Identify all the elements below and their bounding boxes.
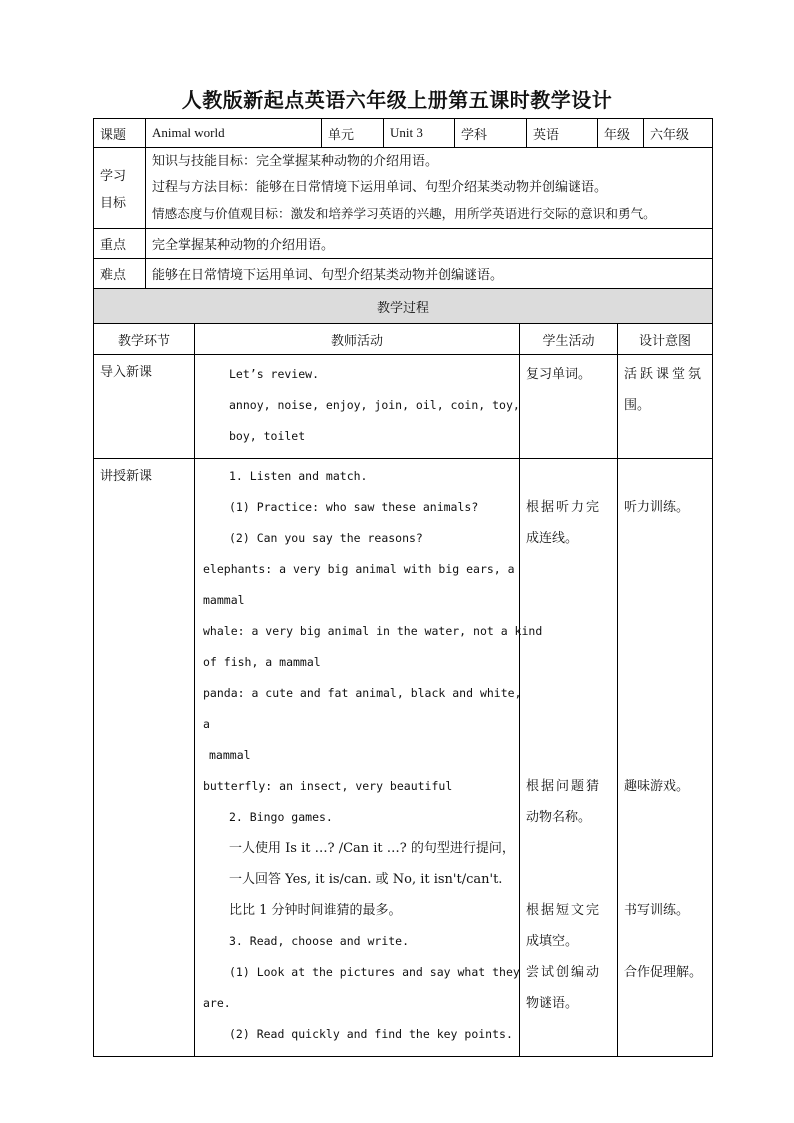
student-new-lesson (520, 459, 618, 1057)
info-row (94, 119, 713, 148)
teacher-line: elephants: a very big animal with big ears, a (203, 562, 515, 576)
student-line: 根据听力完 (526, 500, 602, 515)
objectives-content (146, 148, 713, 229)
intent-line: 合作促理解。 (624, 965, 703, 980)
objectives-label (94, 148, 146, 229)
teacher-line: (2) Read quickly and find the key points. (229, 1027, 513, 1041)
key-point-row (94, 229, 713, 259)
teacher-line: 1. Listen and match. (229, 469, 368, 483)
teacher-line: 2. Bingo games. (229, 810, 333, 824)
process-title: 教学过程 (94, 289, 713, 324)
teacher-line: 一人回答 Yes, it is/can. 或 No, it isn't/can't. (229, 872, 503, 887)
teacher-line: mammal (209, 748, 251, 762)
teacher-line: annoy, noise, enjoy, join, oil, coin, toy, (229, 398, 520, 412)
intent-line: 围。 (624, 398, 651, 413)
process-table (93, 288, 713, 1057)
header-teacher: 教师活动 (195, 324, 520, 355)
teacher-line: are. (203, 996, 231, 1010)
grade-value: 六年级 (644, 119, 713, 148)
teacher-line: (2) Can you say the reasons? (229, 531, 423, 545)
teacher-line: boy, toilet (229, 429, 306, 443)
teacher-line: 一人使用 Is it …? /Can it …? 的句型进行提问， (229, 841, 515, 856)
unit-value: Unit 3 (384, 119, 455, 148)
teacher-line: 比比 1 分钟时间谁猜的最多。 (229, 903, 402, 918)
process-header-row (94, 324, 713, 355)
student-line: 成连线。 (526, 531, 579, 546)
intent-intro (618, 355, 713, 459)
process-row-intro (94, 355, 713, 459)
key-point-value: 完全掌握某种动物的介绍用语。 (146, 229, 713, 259)
intent-line: 活跃课堂氛 (624, 367, 705, 382)
student-line: 根据问题猜 (526, 779, 602, 794)
stage-new-lesson: 讲授新课 (94, 459, 195, 1057)
student-line: 根据短文完 (526, 903, 602, 918)
process-row-new-lesson (94, 459, 713, 1057)
intent-line: 书写训练。 (624, 903, 690, 918)
teacher-line: a (203, 717, 210, 731)
student-line: 尝试创编动 (526, 965, 602, 980)
unit-label: 单元 (322, 119, 384, 148)
student-line: 物谜语。 (526, 996, 579, 1011)
teacher-line: panda: a cute and fat animal, black and white, (203, 686, 522, 700)
student-line: 复习单词。 (526, 367, 592, 382)
objective-knowledge: 知识与技能目标：完全掌握某种动物的介绍用语。 (152, 154, 439, 169)
teacher-line: (1) Practice: who saw these animals? (229, 500, 479, 514)
teacher-line: butterfly: an insect, very beautiful (203, 779, 453, 793)
topic-label: 课题 (94, 119, 146, 148)
teacher-line: 3. Read, choose and write. (229, 934, 410, 948)
subject-label: 学科 (455, 119, 527, 148)
teacher-line: whale: a very big animal in the water, not a kind (203, 624, 543, 638)
teacher-line: mammal (203, 593, 245, 607)
topic-value: Animal world (146, 119, 322, 148)
teacher-line: Let’s review. (229, 367, 320, 381)
info-table (93, 118, 713, 289)
header-student: 学生活动 (520, 324, 618, 355)
stage-intro: 导入新课 (94, 355, 195, 459)
key-point-label: 重点 (94, 229, 146, 259)
subject-value: 英语 (527, 119, 598, 148)
header-intent: 设计意图 (618, 324, 713, 355)
student-intro (520, 355, 618, 459)
objective-attitude: 情感态度与价值观目标：激发和培养学习英语的兴趣，用所学英语进行交际的意识和勇气。 (152, 206, 656, 221)
objectives-row (94, 148, 713, 229)
intent-line: 趣味游戏。 (624, 779, 690, 794)
difficulty-row (94, 259, 713, 289)
process-title-row (94, 289, 713, 324)
objectives-label-1: 学习 (100, 169, 127, 184)
page-title: 人教版新起点英语六年级上册第五课时教学设计 (181, 88, 613, 112)
student-line: 成填空。 (526, 934, 579, 949)
student-line: 动物名称。 (526, 810, 592, 825)
intent-new-lesson (618, 459, 713, 1057)
header-stage: 教学环节 (94, 324, 195, 355)
grade-label: 年级 (598, 119, 644, 148)
teacher-line: (1) Look at the pictures and say what they (229, 965, 520, 979)
teacher-new-lesson (195, 459, 543, 1057)
objective-process: 过程与方法目标：能够在日常情境下运用单词、句型介绍某类动物并创编谜语。 (152, 180, 608, 195)
objectives-label-2: 目标 (100, 196, 127, 211)
teacher-intro (195, 355, 520, 459)
intent-line: 听力训练。 (624, 500, 690, 515)
teacher-line: of fish, a mammal (203, 655, 321, 669)
difficulty-label: 难点 (94, 259, 146, 289)
difficulty-value: 能够在日常情境下运用单词、句型介绍某类动物并创编谜语。 (146, 259, 713, 289)
